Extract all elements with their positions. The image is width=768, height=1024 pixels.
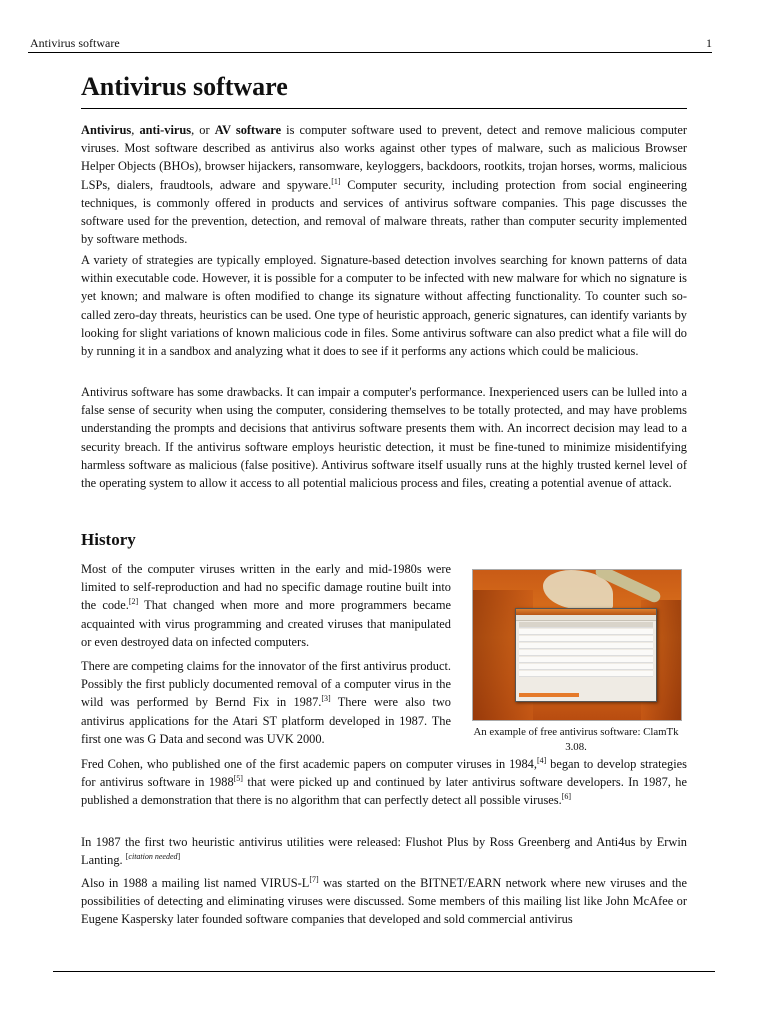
bracket: ] [177, 852, 181, 862]
history-paragraph [81, 560, 451, 651]
window-row [519, 643, 653, 649]
ref-link[interactable]: [6] [561, 792, 572, 802]
window-row [519, 650, 653, 656]
strategies-paragraph: A variety of strategies are typically employed. Signature-based detection involves searching for known patterns of data within executable code. However, it is possible for a computer to be infected with new malware for which no signature is yet known; and malware is often modified to change its signature without affecting functionality. To counter such so-called zero-day threats, heuristics can be used. One type of heuristic approach, generic signatures, can identify variants by looking for slight variations of known malicious code in files. Some antivirus software can also predict what a file will do by running it in a sandbox and analyzing what it does to see if it performs any actions which could be malicious. [81, 253, 687, 359]
term-antivirus: Antivirus [81, 123, 132, 137]
clamtk-window [515, 608, 657, 702]
history-text: Also in 1988 a mailing list named VIRUS-L [81, 876, 310, 890]
ref-link[interactable]: [7] [309, 875, 319, 884]
history-text: There were also two antivirus applications for the Atari ST platform developed in 1987. The first one was G Data and second was UVK 2000. [81, 695, 451, 746]
history-text: Fred Cohen, who published one of the first academic papers on computer viruses in 1984, [81, 757, 537, 771]
ref-link[interactable]: [5] [233, 774, 243, 784]
intro-sep: , or [191, 123, 215, 137]
ref-link[interactable]: [2] [128, 597, 139, 607]
intro-sep: , [131, 123, 140, 137]
window-row [519, 671, 653, 677]
history-paragraph [81, 833, 687, 869]
window-row [519, 629, 653, 635]
history-paragraph [81, 755, 687, 810]
ref-link[interactable]: [3] [321, 694, 331, 704]
term-anti-virus: anti-virus [139, 123, 192, 137]
term-av-software: AV software [214, 123, 282, 137]
ref-link[interactable]: [4] [536, 756, 547, 765]
window-menubar [516, 615, 656, 621]
history-text: that were picked up and continued by later antivirus software developers. In 1987, he published a demonstration that there is no algorithm that can perfectly detect all possible viruses. [81, 775, 687, 808]
window-row [519, 622, 653, 628]
history-text: began to develop strategies for antivirus software in 1988 [81, 757, 687, 790]
window-row [519, 636, 653, 642]
window-row [519, 657, 653, 663]
ref-link[interactable]: [1] [331, 176, 341, 186]
history-text: was started on the BITNET/EARN network where new viruses and the possibilities of detecting and eliminating viruses were discussed. Some members of this mailing list like John McAfee or Eugene Kaspersky later founded software companies that developed and sold commercial antivirus [81, 876, 687, 927]
history-paragraph [81, 874, 687, 929]
page-number: 1 [706, 36, 712, 50]
history-text: That changed when more and more programmers became acquainted with virus programming and created viruses that manipulated or even destroyed data on infected computers. [81, 598, 451, 649]
running-title: Antivirus software [30, 36, 120, 50]
page-title: Antivirus software [81, 70, 687, 109]
footer-rule [53, 971, 715, 972]
clamtk-figure [465, 561, 687, 751]
intro-paragraph [81, 121, 687, 248]
drawbacks-paragraph: Antivirus software has some drawbacks. It can impair a computer's performance. Inexperienced users can be lulled into a false sense of security when using the computer, considering themselves to be totally protected, and may have problems understanding the prompts and decisions that antivirus software presents them with. An incorrect decision may lead to a security breach. If the antivirus software employs heuristic detection, it must be fine-tuned to minimize misidentifying harmless software as malicious (false positive). Antivirus software itself usually runs at the highly trusted kernel level of the operating system to allow it access to all potential malicious process and files, creating a potential avenue of attack. [81, 385, 687, 491]
running-header [28, 36, 712, 53]
figure-caption: An example of free antivirus software: ClamTk 3.08. [473, 726, 679, 753]
history-text: In 1987 the first two heuristic antivirus utilities were released: Flushot Plus by Ross Greenberg and Anti4us by Erwin Lanting. [81, 835, 687, 868]
history-text: Most of the computer viruses written in the early and mid-1980s were limited to self-reproduction and had no specific damage routine built into the code. [81, 562, 451, 613]
citation-needed-note[interactable] [126, 852, 180, 861]
bracket: [ [125, 852, 129, 862]
history-paragraph [81, 657, 451, 748]
window-row [519, 664, 653, 670]
citation-needed-text: citation needed [128, 852, 178, 862]
history-text: There are competing claims for the innovator of the first antivirus product. Possibly the first publicly documented removal of a computer virus in the wild was performed by Bernd Fix in 1987. [81, 659, 451, 710]
clamtk-screenshot-image[interactable] [472, 569, 682, 721]
intro-text: is computer software used to prevent, detect and remove malicious computer viruses. Most software described as antivirus also works against other types of malware, such as malicious Browser Helper Objects (BHOs), browser hijackers, ransomware, keyloggers, backdoors, rootkits, trojan horses, worms, malicious LSPs, dialers, fraudtools, adware and spyware. [81, 123, 687, 192]
scan-progress-bar [519, 693, 579, 697]
intro-text: Computer security, including protection from social engineering techniques, is commonly offered in products and services of antivirus software companies. This page discusses the software used for the prevention, detection, and removal of malware threats, rather than computer security implemented by software methods. [81, 177, 687, 247]
history-heading: History [81, 530, 136, 549]
